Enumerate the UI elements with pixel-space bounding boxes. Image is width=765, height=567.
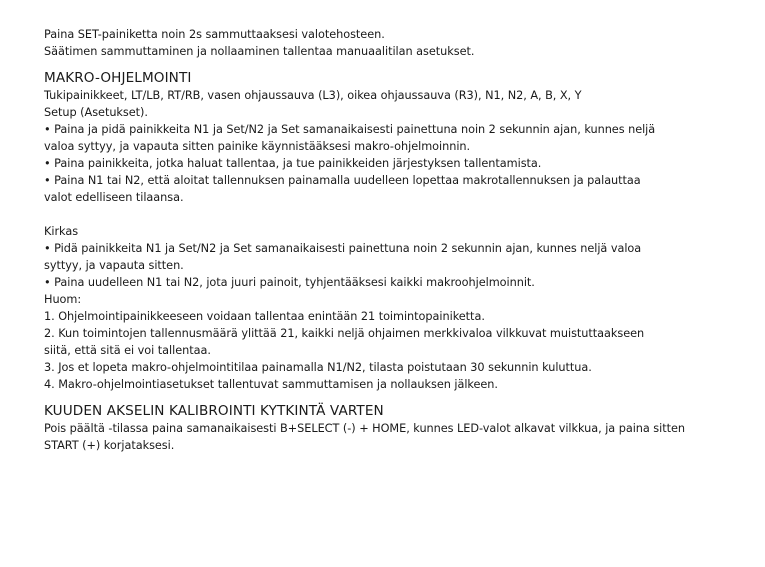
intro-section — [44, 26, 744, 60]
clear-bullet-2-line-1: • Paina uudelleen N1 tai N2, jota juuri painoit, tyhjentääksesi kaikki makroohjelmoinnit. — [44, 276, 535, 289]
note-1: 1. Ohjelmointipainikkeeseen voidaan tallentaa enintään 21 toimintopainiketta. — [44, 310, 485, 323]
note-4: 4. Makro-ohjelmointiasetukset tallentuvat sammuttamisen ja nollauksen jälkeen. — [44, 378, 498, 391]
spacer — [44, 393, 744, 402]
macro-step-3-line-1: • Paina N1 tai N2, että aloitat tallennuksen painamalla uudelleen lopettaa makrotallennuksen ja palauttaa — [44, 174, 641, 187]
clear-title: Kirkas — [44, 225, 79, 238]
macro-step-1-line-2: valoa syttyy, ja vapauta sitten painike käynnistääksesi makro-ohjelmoinnin. — [44, 140, 471, 153]
macro-section — [44, 69, 744, 206]
clear-section — [44, 223, 744, 393]
macro-step-3-line-2: valot edelliseen tilaansa. — [44, 191, 184, 204]
macro-step-1-line-1: • Paina ja pidä painikkeita N1 ja Set/N2 ja Set samanaikaisesti painettuna noin 2 sekunnin ajan, kunnes neljä — [44, 123, 656, 136]
note-2-line-1: 2. Kun toimintojen tallennusmäärä ylittää 21, kaikki neljä ohjaimen merkkivaloa vilkkuvat muistuttaakseen — [44, 327, 645, 340]
spacer — [44, 206, 744, 223]
manual-page — [44, 26, 744, 454]
intro-line-2: Säätimen sammuttaminen ja nollaaminen tallentaa manuaalitilan asetukset. — [44, 45, 475, 58]
six-axis-line-1: Pois päältä -tilassa paina samanaikaisesti B+SELECT (-) + HOME, kunnes LED-valot alkavat vilkkua, ja paina sitten — [44, 422, 686, 435]
six-axis-heading: KUUDEN AKSELIN KALIBROINTI KYTKINTÄ VARTEN — [44, 403, 384, 419]
clear-bullet-1-line-1: • Pidä painikkeita N1 ja Set/N2 ja Set samanaikaisesti painettuna noin 2 sekunnin ajan, kunnes neljä valoa — [44, 242, 642, 255]
clear-bullet-1-line-2: syttyy, ja vapauta sitten. — [44, 259, 184, 272]
six-axis-section — [44, 402, 744, 454]
six-axis-line-2: START (+) korjataksesi. — [44, 439, 175, 452]
macro-supported-line-2: Setup (Asetukset). — [44, 106, 148, 119]
intro-line-1: Paina SET-painiketta noin 2s sammuttaaksesi valotehosteen. — [44, 28, 385, 41]
macro-supported-line-1: Tukipainikkeet, LT/LB, RT/RB, vasen ohjaussauva (L3), oikea ohjaussauva (R3), N1, N2, A, B, X, Y — [44, 89, 582, 102]
spacer — [44, 60, 744, 69]
macro-step-2-line-1: • Paina painikkeita, jotka haluat tallentaa, ja tue painikkeiden järjestyksen tallentamista. — [44, 157, 542, 170]
note-title: Huom: — [44, 293, 82, 306]
note-3: 3. Jos et lopeta makro-ohjelmointitilaa painamalla N1/N2, tilasta poistutaan 30 sekunnin kuluttua. — [44, 361, 592, 374]
note-2-line-2: siitä, että sitä ei voi tallentaa. — [44, 344, 211, 357]
macro-heading: MAKRO-OHJELMOINTI — [44, 70, 192, 86]
